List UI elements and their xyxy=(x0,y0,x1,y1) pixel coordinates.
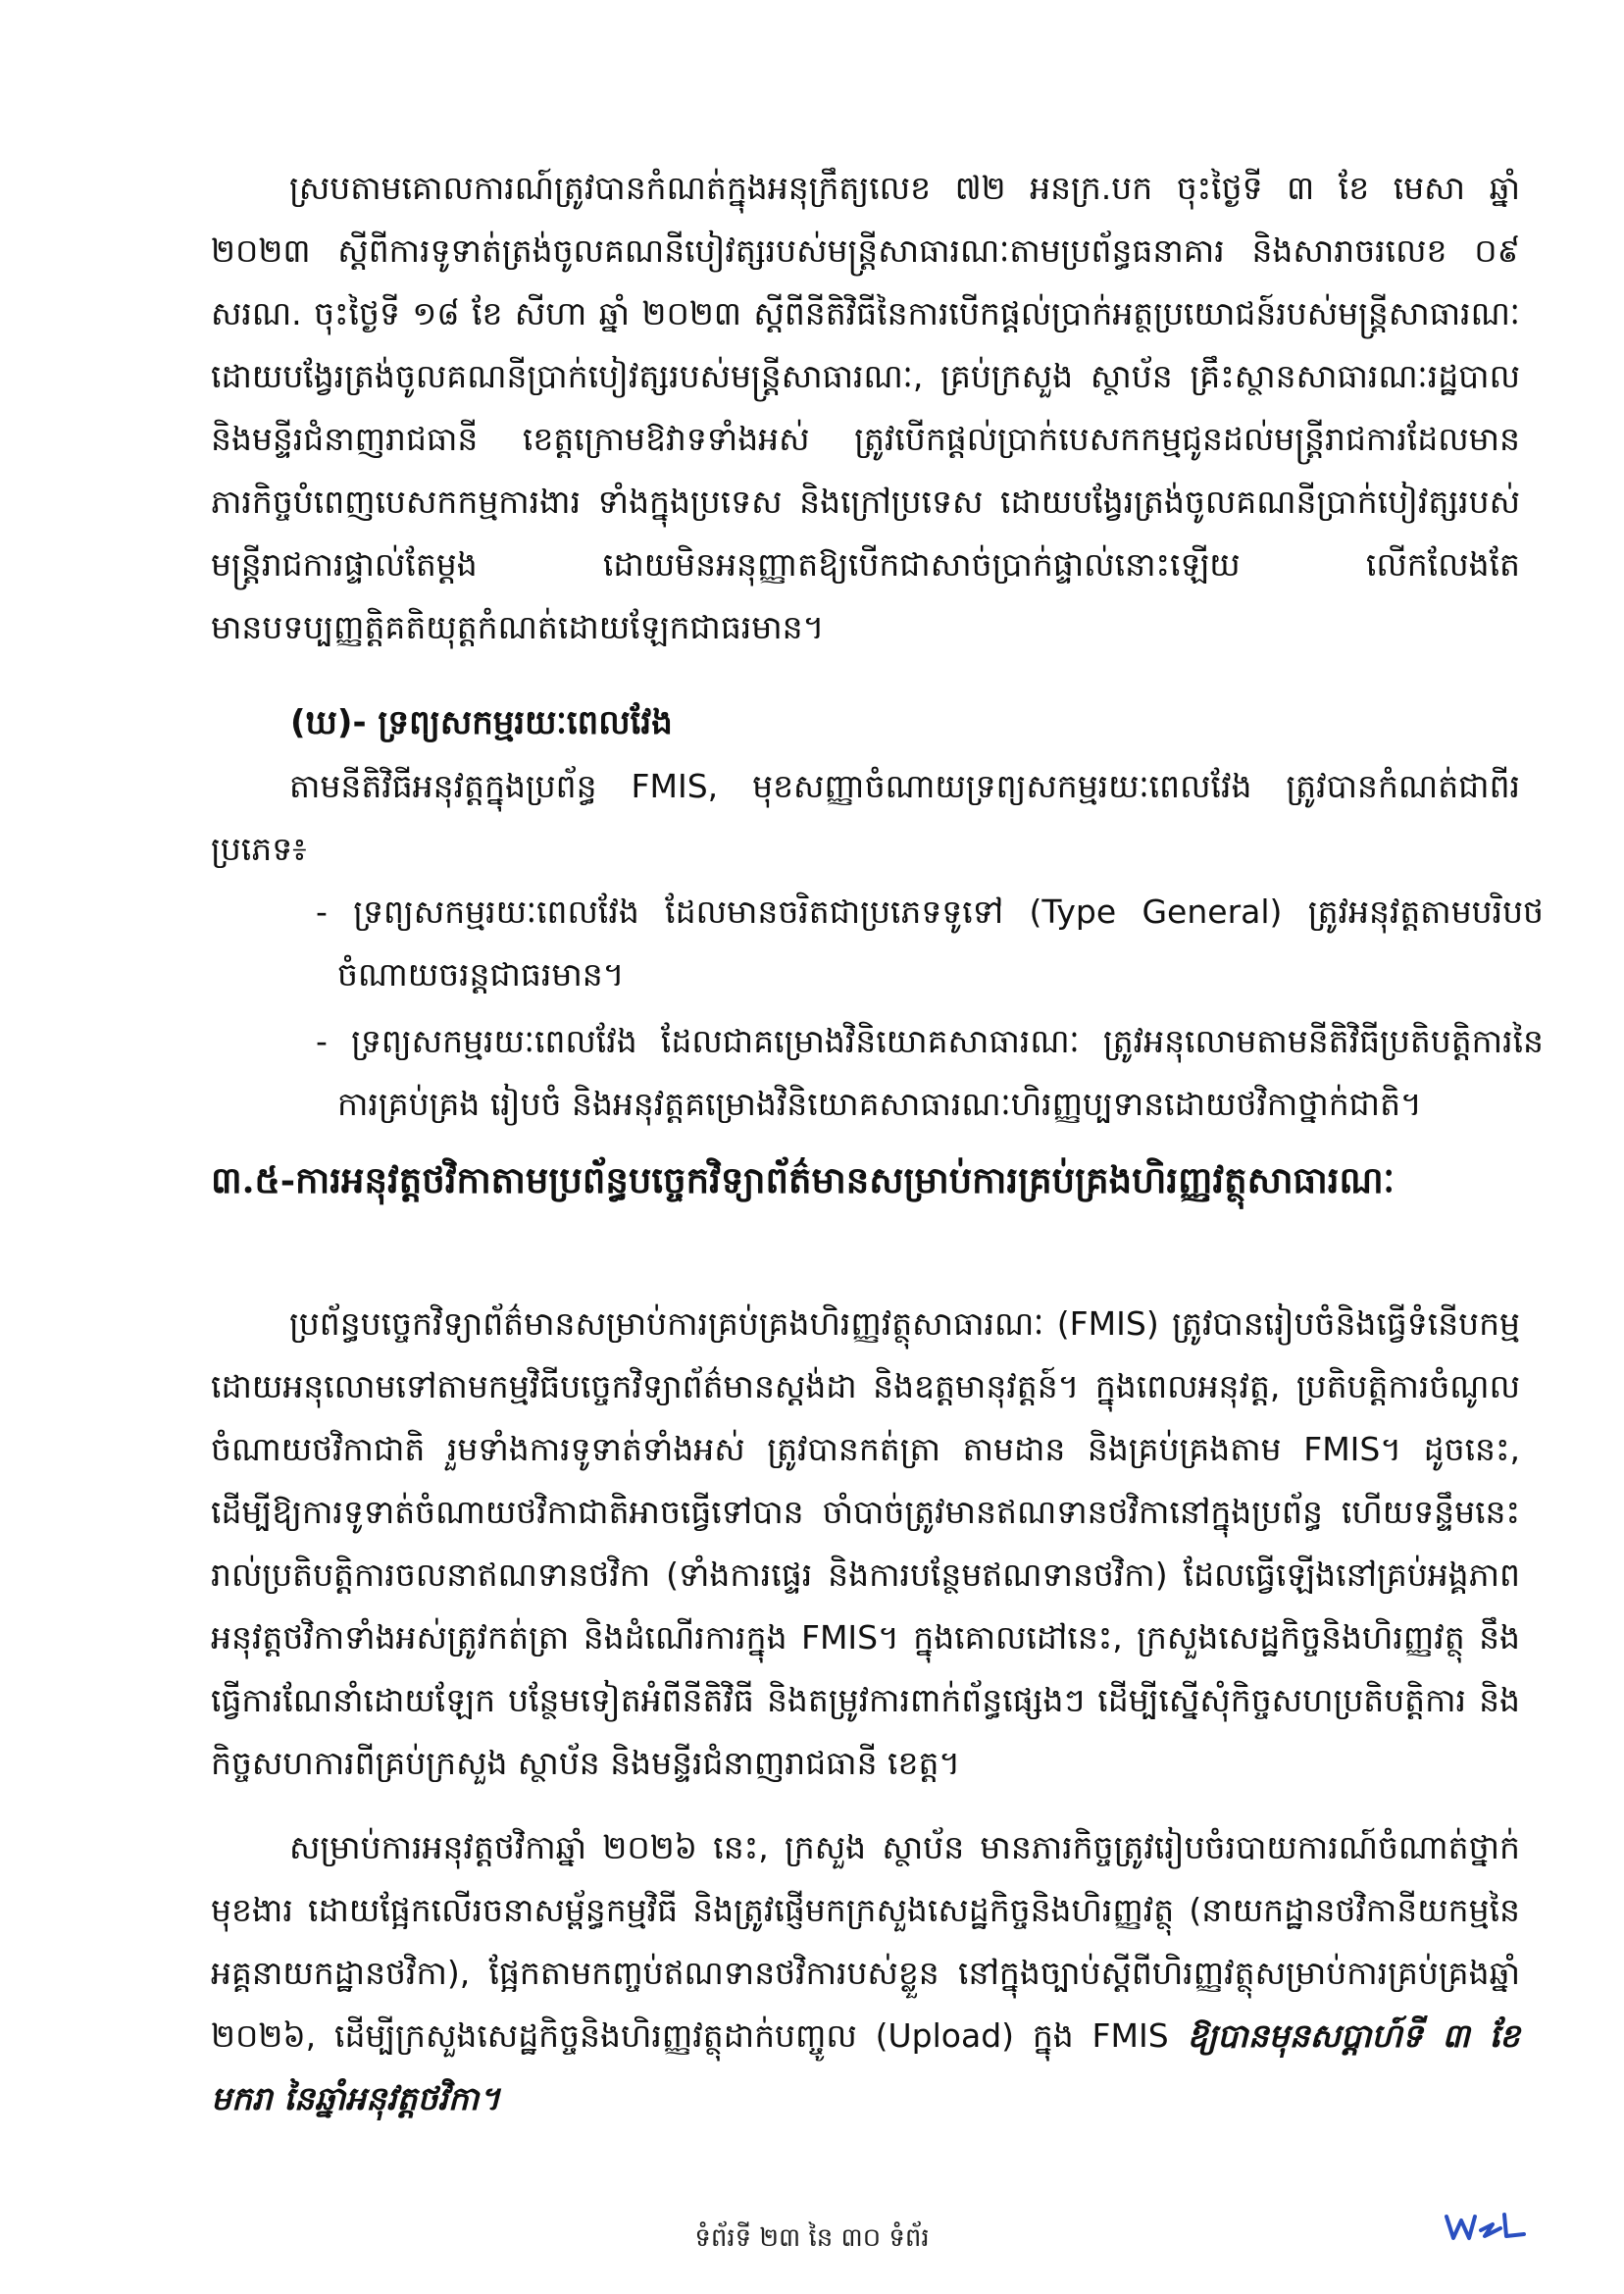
handwritten-initials xyxy=(1442,2207,1530,2246)
bullet-public-investment: - ទ្រព្យសកម្មរយៈពេលវែង ដែលជាគម្រោងវិនិយោគសាធារណៈ ត្រូវអនុលោមតាមនីតិវិធីប្រតិបត្តិការនៃការគ្រប់គ្រង រៀបចំ និងអនុវត្តគម្រោងវិនិយោគសាធារណៈហិរញ្ញប្បទានដោយថវិកាថ្នាក់ជាតិ។ xyxy=(316,1022,1544,1123)
page-number: ទំព័រទី ២៣ នៃ ៣០ ទំព័រ xyxy=(694,2223,930,2253)
sub-heading-long-term-assets: (ឃ)- ទ្រព្យសកម្មរយៈពេលវែង xyxy=(290,703,673,742)
section-heading-3-5: ៣.៥-ការអនុវត្តថវិកាតាមប្រព័ន្ធបច្ចេកវិទ្យាព័ត៌មានសម្រាប់ការគ្រប់គ្រងហិរញ្ញវត្ថុសាធារណៈ xyxy=(211,1158,1395,1201)
paragraph-fmis-description: ប្រព័ន្ធបច្ចេកវិទ្យាព័ត៌មានសម្រាប់ការគ្រប់គ្រងហិរញ្ញវត្ថុសាធារណៈ (FMIS) ត្រូវបានរៀបចំនិងធ្វើទំនើបកម្មដោយអនុលោមទៅតាមកម្មវិធីបច្ចេកវិទ្យាព័ត៌មានស្តង់ដា និងឧត្តមានុវត្តន៍។ ក្នុងពេលអនុវត្ត, ប្រតិបត្តិការចំណូល ចំណាយថវិកាជាតិ រួមទាំងការទូទាត់ទាំងអស់ ត្រូវបានកត់ត្រា តាមដាន និងគ្រប់គ្រងតាម FMIS។ ដូចនេះ, ដើម្បីឱ្យការទូទាត់ចំណាយថវិកាជាតិអាចធ្វើទៅបាន ចាំបាច់ត្រូវមានឥណទានថវិកានៅក្នុងប្រព័ន្ធ ហើយទន្ទឹមនេះ រាល់ប្រតិបត្តិការចលនាឥណទានថវិកា (ទាំងការផ្ទេរ និងការបន្ថែមឥណទានថវិកា) ដែលធ្វើឡើងនៅគ្រប់អង្គភាពអនុវត្តថវិកាទាំងអស់ត្រូវកត់ត្រា និងដំណើរការក្នុង FMIS។ ក្នុងគោលដៅនេះ, ក្រសួងសេដ្ឋកិច្ចនិងហិរញ្ញវត្ថុ នឹងធ្វើការណែនាំដោយឡែក បន្ថែមទៀតអំពីនីតិវិធី និងតម្រូវការពាក់ព័ន្ធផ្សេងៗ ដើម្បីស្នើសុំកិច្ចសហប្រតិបត្តិការ និងកិច្ចសហការពីគ្រប់ក្រសួង ស្ថាប័ន និងមន្ទីរជំនាញរាជធានី ខេត្ត។ xyxy=(211,1304,1520,1782)
bullet-type-general: - ទ្រព្យសកម្មរយៈពេលវែង ដែលមានចរិតជាប្រភេទទូទៅ (Type General) ត្រូវអនុវត្តតាមបរិបថចំណាយចរន្តជាធរមាន។ xyxy=(316,892,1544,994)
paragraph-payment-policy: ស្របតាមគោលការណ៍ត្រូវបានកំណត់ក្នុងអនុក្រឹត្យលេខ ៧២ អនក្រ.បក ចុះថ្ងៃទី ៣ ខែ មេសា ឆ្នាំ ២០២៣ ស្ដីពីការទូទាត់ត្រង់ចូលគណនីបៀវត្សរបស់មន្ត្រីសាធារណៈតាមប្រព័ន្ធធនាគារ និងសារាចរលេខ ០៩ សរណ. ចុះថ្ងៃទី ១៨ ខែ សីហា ឆ្នាំ ២០២៣ ស្ដីពីនីតិវិធីនៃការបើកផ្ដល់ប្រាក់អត្ថប្រយោជន៍របស់មន្ត្រីសាធារណៈដោយបង្វែរត្រង់ចូលគណនីប្រាក់បៀវត្សរបស់មន្ត្រីសាធារណៈ, គ្រប់ក្រសួង ស្ថាប័ន គ្រឹះស្ថានសាធារណៈរដ្ឋបាល និងមន្ទីរជំនាញរាជធានី ខេត្តក្រោមឱវាទទាំងអស់ ត្រូវបើកផ្ដល់ប្រាក់បេសកកម្មជូនដល់មន្ត្រីរាជការដែលមានភារកិច្ចបំពេញបេសកកម្មការងារ ទាំងក្នុងប្រទេស និងក្រៅប្រទេស ដោយបង្វែរត្រង់ចូលគណនីប្រាក់បៀវត្សរបស់មន្ត្រីរាជការផ្ទាល់តែម្ដង ដោយមិនអនុញ្ញាតឱ្យបើកជាសាច់ប្រាក់ផ្ទាល់នោះឡើយ លើកលែងតែមានបទប្បញ្ញត្តិគតិយុត្តកំណត់ដោយឡែកជាធរមាន។ xyxy=(211,169,1520,646)
paragraph-budget-2026-main: សម្រាប់ការអនុវត្តថវិកាឆ្នាំ ២០២៦ នេះ, ក្រសួង ស្ថាប័ន មានភារកិច្ចត្រូវរៀបចំរបាយការណ៍ចំណាត់ថ្នាក់មុខងារ ដោយផ្អែកលើរចនាសម្ព័ន្ធកម្មវិធី និងត្រូវផ្ញើមកក្រសួងសេដ្ឋកិច្ចនិងហិរញ្ញវត្ថុ (នាយកដ្ឋានថវិកានីយកម្មនៃអគ្គនាយកដ្ឋានថវិកា), ផ្អែកតាមកញ្ចប់ឥណទានថវិការបស់ខ្លួន នៅក្នុងច្បាប់ស្ដីពីហិរញ្ញវត្ថុសម្រាប់ការគ្រប់គ្រងឆ្នាំ ២០២៦, ដើម្បីក្រសួងសេដ្ឋកិច្ចនិងហិរញ្ញវត្ថុដាក់បញ្ចូល (Upload) ក្នុង FMIS xyxy=(211,1828,1520,2055)
paragraph-budget-2026 xyxy=(211,1816,1520,2130)
paragraph-fmis-asset-categories: តាមនីតិវិធីអនុវត្តក្នុងប្រព័ន្ធ FMIS, មុខសញ្ញាចំណាយទ្រព្យសកម្មរយៈពេលវែង ត្រូវបានកំណត់ជាពីរប្រភេទ៖ xyxy=(211,767,1520,868)
paragraph-budget-2026-deadline: ឱ្យបានមុនសប្ដាហ៍ទី ៣ ខែ មករា នៃឆ្នាំអនុវត្តថវិកា។ xyxy=(211,2016,1520,2117)
